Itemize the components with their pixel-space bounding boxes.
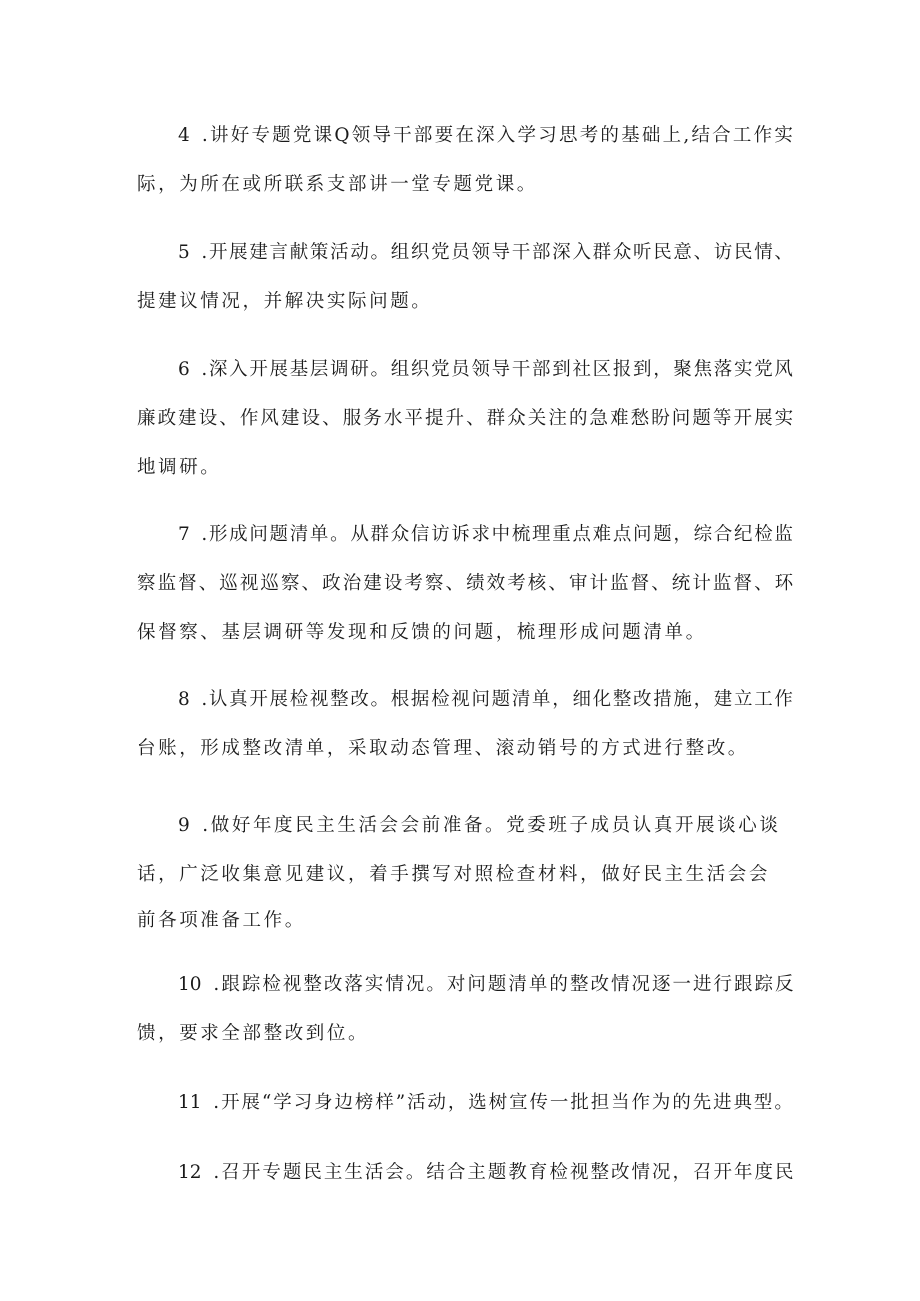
line-text: .深入开展基层调研。组织党员领导干部到社区报到，聚焦落实党风 bbox=[193, 359, 795, 380]
item-number: 7 bbox=[178, 524, 190, 545]
paragraph-4-line-1 bbox=[178, 127, 795, 146]
item-number: 11 bbox=[178, 1092, 202, 1113]
paragraph-7-line-2: 察监督、巡视巡察、政治建设考察、绩效考核、审计监督、统计监督、环 bbox=[137, 573, 796, 594]
paragraph-9-line-1 bbox=[178, 817, 780, 836]
paragraph-12-line-1 bbox=[178, 1164, 796, 1182]
paragraph-6-line-2: 廉政建设、作风建设、服务水平提升、群众关注的急难愁盼问题等开展实 bbox=[137, 408, 796, 429]
item-number: 9 bbox=[178, 815, 190, 836]
paragraph-11-line-1 bbox=[178, 1094, 795, 1112]
paragraph-5-line-2: 提建议情况，并解决实际问题。 bbox=[137, 291, 433, 312]
line-text: .开展建言献策活动。组织党员领导干部深入群众听民意、访民情、 bbox=[193, 242, 795, 263]
line-text: .做好年度民主生活会会前准备。党委班子成员认真开展谈心谈 bbox=[193, 815, 781, 836]
item-number: 4 bbox=[178, 125, 190, 146]
item-number: 6 bbox=[178, 359, 190, 380]
paragraph-9-line-3: 前各项准备工作。 bbox=[137, 910, 306, 931]
paragraph-6-line-3: 地调研。 bbox=[137, 457, 222, 478]
line-text: .认真开展检视整改。根据检视问题清单，细化整改措施，建立工作 bbox=[193, 689, 795, 710]
paragraph-4-line-2: 际，为所在或所联系支部讲一堂专题党课。 bbox=[137, 174, 538, 195]
paragraph-10-line-2: 馈，要求全部整改到位。 bbox=[137, 1023, 370, 1044]
item-number: 8 bbox=[178, 689, 190, 710]
line-text: .召开专题民主生活会。结合主题教育检视整改情况，召开年度民 bbox=[205, 1162, 796, 1183]
paragraph-9-line-2: 话，广泛收集意见建议，着手撰写对照检查材料，做好民主生活会会 bbox=[137, 864, 771, 885]
line-text: .形成问题清单。从群众信访诉求中梳理重点难点问题，综合纪检监 bbox=[193, 524, 795, 545]
item-number: 12 bbox=[178, 1162, 202, 1183]
paragraph-5-line-1 bbox=[178, 244, 795, 262]
item-number: 5 bbox=[178, 242, 190, 263]
line-text: .跟踪检视整改落实情况。对问题清单的整改情况逐一进行跟踪反 bbox=[205, 974, 796, 995]
paragraph-6-line-1 bbox=[178, 361, 795, 379]
paragraph-8-line-1 bbox=[178, 691, 795, 709]
paragraph-10-line-1 bbox=[178, 976, 796, 994]
line-text: .开展“学习身边榜样”活动，选树宣传一批担当作为的先进典型。 bbox=[205, 1092, 795, 1113]
item-number: 10 bbox=[178, 974, 202, 995]
paragraph-7-line-3: 保督察、基层调研等发现和反馈的问题，梳理形成问题清单。 bbox=[137, 622, 707, 643]
paragraph-7-line-1 bbox=[178, 526, 795, 544]
line-text: .讲好专题党课Q领导干部要在深入学习思考的基础上,结合工作实 bbox=[193, 125, 796, 146]
paragraph-8-line-2: 台账，形成整改清单，采取动态管理、滚动销号的方式进行整改。 bbox=[137, 738, 749, 759]
